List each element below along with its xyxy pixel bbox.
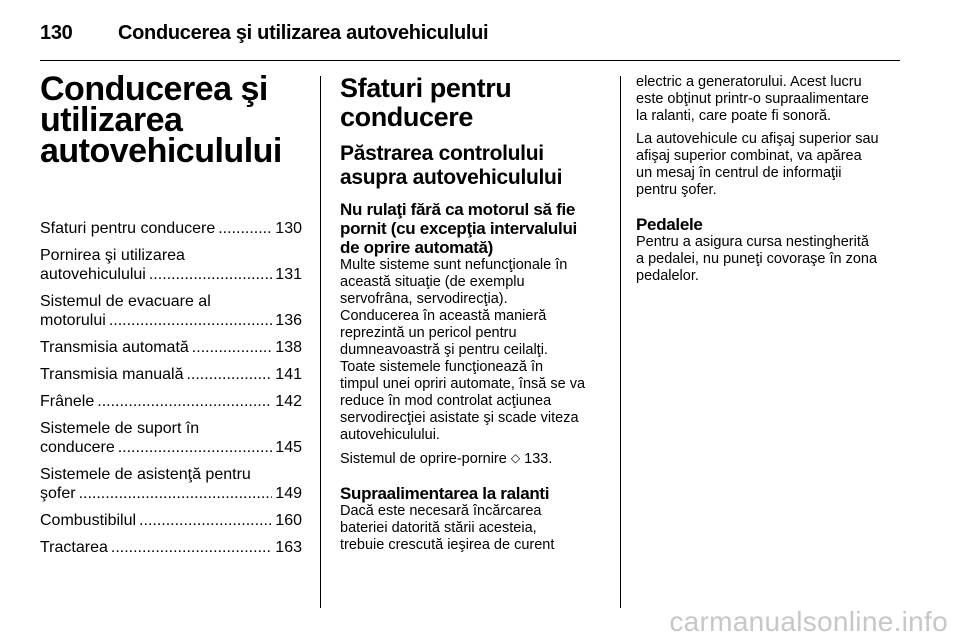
chapter-title <box>40 70 302 170</box>
text-line: trebuie crescută ieşirea de curent <box>340 537 555 553</box>
text-line: este obţinut printr-o supraalimentare <box>636 91 869 107</box>
toc-page: 160 <box>275 512 302 529</box>
text-line: un mesaj în centrul de informaţii <box>636 165 842 181</box>
text-line: la ralanti, care poate fi sonoră. <box>636 108 832 124</box>
toc-page: 163 <box>275 539 302 556</box>
column-divider-left <box>320 76 321 608</box>
toc-label: Sistemul de evacuare al <box>40 293 211 310</box>
header-rule <box>40 60 900 61</box>
toc-label: Tractarea <box>40 539 108 556</box>
text-line: pentru şofer. <box>636 182 717 198</box>
page-reference-arrow-icon: ◇ <box>510 451 521 465</box>
heading-line: Nu rulaţi fără ca motorul să fie <box>340 200 576 219</box>
text-line: timpul unei opriri automate, însă se va <box>340 376 586 392</box>
subsection-title-line: asupra autovehiculului <box>340 166 563 189</box>
toc-label: autovehiculului <box>40 266 146 283</box>
toc-page: 142 <box>275 393 302 410</box>
text-line: La autovehicule cu afişaj superior sau <box>636 131 879 147</box>
content-column-middle <box>340 74 604 560</box>
chapter-column <box>40 70 302 565</box>
toc-entry-sfaturi[interactable] <box>40 219 302 238</box>
text-line: pedalelor. <box>636 268 699 284</box>
page-number: 130 <box>40 22 73 44</box>
toc-label: Sistemele de suport în <box>40 420 200 437</box>
toc-entry-combustibilul[interactable] <box>40 511 302 530</box>
text-line: autovehiculului. <box>340 427 440 443</box>
toc-entry-evacuare[interactable] <box>40 292 302 330</box>
page-header <box>40 14 920 60</box>
text-line: servofrâna, servodirecţia). <box>340 291 508 307</box>
engine-off-heading <box>340 200 604 257</box>
toc-label: Sfaturi pentru conducere <box>40 220 216 237</box>
text-line: a pedalei, nu puneţi covoraşe în zona <box>636 251 878 267</box>
text-line: dumneavoastră şi pentru ceilalţi. <box>340 342 548 358</box>
idle-charge-display-paragraph <box>636 131 904 199</box>
toc-label: Pornirea şi utilizarea <box>40 247 185 264</box>
toc-page: 149 <box>275 485 302 502</box>
text-line: Sistemul de oprire-pornire <box>340 451 507 467</box>
text-line: această situaţie (de exemplu <box>340 274 525 290</box>
subsection-title <box>340 142 604 190</box>
toc-page: 131 <box>275 266 302 283</box>
text-line: electric a generatorului. Acest lucru <box>636 74 862 90</box>
idle-charge-paragraph-continued <box>636 74 904 125</box>
heading-line: de oprire automată) <box>340 238 493 257</box>
toc-label: Frânele <box>40 393 95 410</box>
toc-page: 138 <box>275 339 302 356</box>
section-title <box>340 74 604 132</box>
idle-charge-paragraph-start <box>340 503 604 554</box>
text-line: reduce în mod controlat acţiunea <box>340 393 552 409</box>
running-title: Conducerea şi utilizarea autovehiculului <box>118 22 489 44</box>
toc-entry-franele[interactable] <box>40 392 302 411</box>
toc-entry-suport[interactable] <box>40 419 302 457</box>
toc-entry-tractarea[interactable] <box>40 538 302 557</box>
toc-entry-pornirea[interactable] <box>40 246 302 284</box>
text-line: afişaj superior combinat, va apărea <box>636 148 862 164</box>
toc-page: 145 <box>275 439 302 456</box>
section-title-line: conducere <box>340 102 473 132</box>
toc-entry-transmisia-manuala[interactable] <box>40 365 302 384</box>
text-line: Conducerea în această manieră <box>340 308 547 324</box>
heading-line: pornit (cu excepţia intervalului <box>340 219 577 238</box>
column-divider-right <box>620 76 621 608</box>
text-line: reprezintă un pericol pentru <box>340 325 517 341</box>
section-title-line: Sfaturi pentru <box>340 73 512 103</box>
chapter-title-line: autovehiculului <box>40 132 282 170</box>
page-reference-link[interactable]: 133. <box>524 451 553 467</box>
subsection-title-line: Păstrarea controlului <box>340 142 544 165</box>
toc-entry-transmisia-automata[interactable] <box>40 338 302 357</box>
pedals-heading: Pedalele <box>636 215 703 234</box>
toc-label: Transmisia manuală <box>40 366 184 383</box>
chapter-title-line: Conducerea şi <box>40 70 268 108</box>
text-line: Dacă este necesară încărcarea <box>340 503 542 519</box>
text-line: bateriei datorită stării acesteia, <box>340 520 537 536</box>
content-column-right <box>636 74 904 291</box>
idle-charge-heading: Supraalimentarea la ralanti <box>340 484 550 503</box>
toc-label: Sistemele de asistenţă pentru <box>40 466 251 483</box>
text-line: Toate sistemele funcţionează în <box>340 359 544 375</box>
text-line: Pentru a asigura cursa nestingherită <box>636 234 869 250</box>
toc-label: Transmisia automată <box>40 339 189 356</box>
pedals-paragraph <box>636 234 904 285</box>
toc-page: 130 <box>275 220 302 237</box>
toc-entry-asistenta[interactable] <box>40 465 302 503</box>
table-of-contents <box>40 219 302 557</box>
text-line: Multe sisteme sunt nefuncţionale în <box>340 257 568 273</box>
text-line: servodirecţiei asistate şi scade viteza <box>340 410 579 426</box>
toc-label: motorului <box>40 312 106 329</box>
toc-label: conducere <box>40 439 115 456</box>
stop-start-reference <box>340 450 604 468</box>
watermark: carmanualsonline.info <box>669 606 948 637</box>
chapter-title-line: utilizarea <box>40 101 183 139</box>
toc-label: şofer <box>40 485 76 502</box>
toc-label: Combustibilul <box>40 512 137 529</box>
toc-page: 136 <box>275 312 302 329</box>
toc-page: 141 <box>275 366 302 383</box>
engine-off-paragraph <box>340 257 604 444</box>
